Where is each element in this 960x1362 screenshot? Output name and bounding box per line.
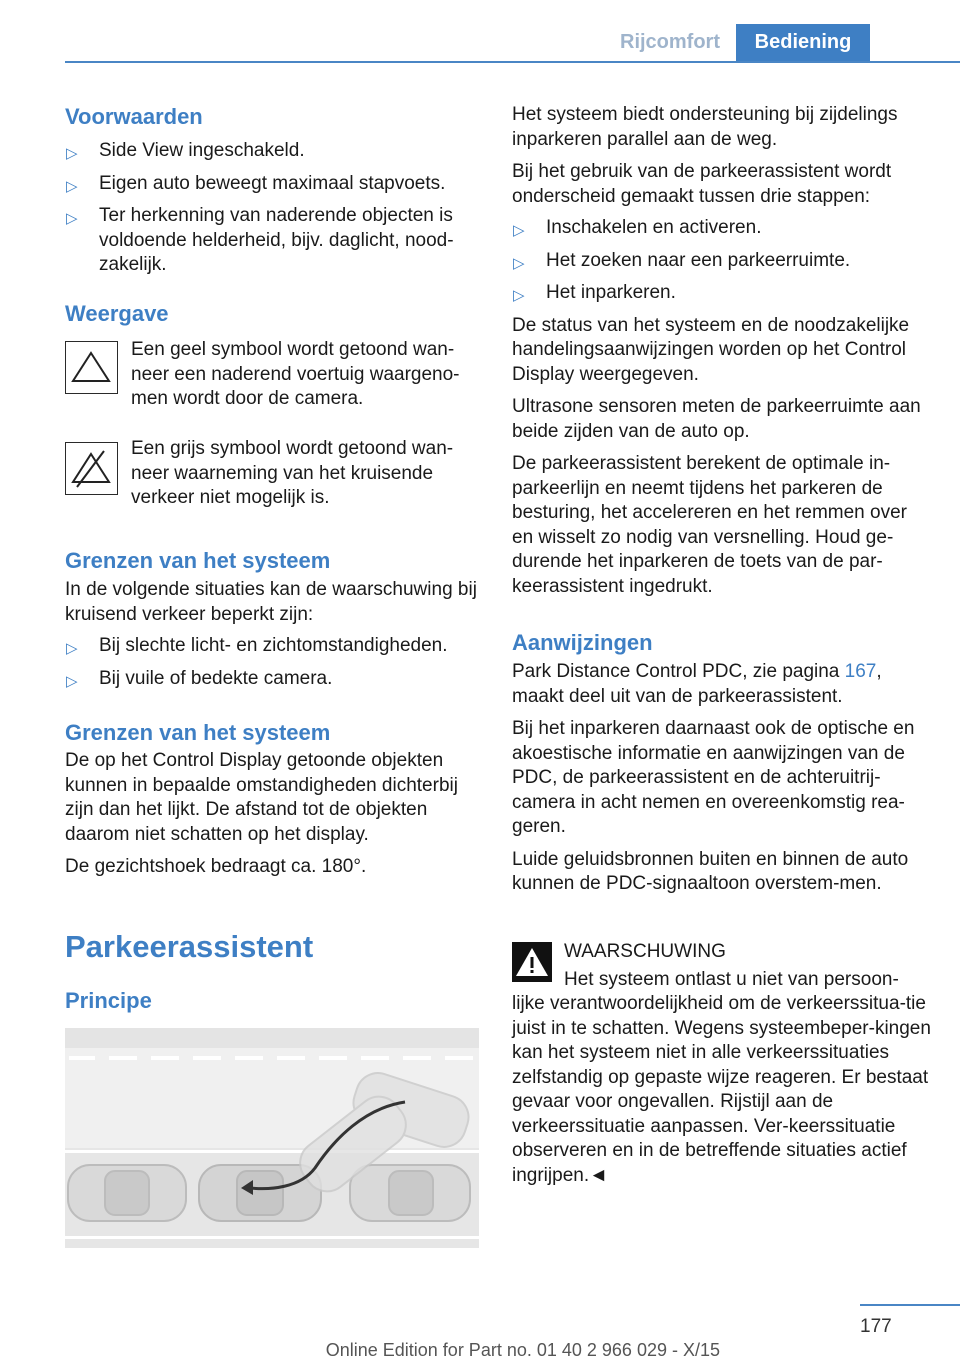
warning-triangle-crossed-icon bbox=[65, 442, 118, 495]
warning-block bbox=[512, 940, 932, 1188]
steps-intro: Bij het gebruik van de parkeerassistent wordt onderscheid gemaakt tussen drie stappen: bbox=[512, 161, 892, 207]
edition-text: Online Edition for Part no. 01 40 2 966 029 - X/15 bbox=[325, 1340, 720, 1360]
warning-text-first: Het systeem ontlast u niet van persoon- bbox=[564, 968, 899, 990]
intro-text: Het systeem biedt ondersteuning bij zijdelings inparkeren parallel aan de weg. bbox=[512, 104, 898, 150]
grenzen-text-1: In de volgende situaties kan de waarschuwing bij kruisend verkeer beperkt zijn: bbox=[65, 579, 477, 625]
warning-icon bbox=[512, 942, 552, 982]
calculation-text: De parkeerassistent berekent de optimale in-parkeerlijn en neemt tijdens het parkeren de besturing, het accelereren en het remmen over en wisselt zo nodig van versnelling. Houd ge-durende het inparkeren de toets van de par-keerassistent ingedrukt. bbox=[512, 453, 907, 597]
list-item: ▷ Bij vuile of bedekte camera. bbox=[65, 667, 483, 692]
warning-title: WAARSCHUWING bbox=[564, 941, 726, 962]
triangle-bullet-icon: ▷ bbox=[66, 672, 78, 690]
pdc-reference: Park Distance Control PDC, zie pagina 167, maakt deel uit van de parkeerassistent. bbox=[512, 661, 882, 707]
parkeerassistent-title: Parkeerassistent bbox=[65, 929, 314, 964]
symbol-description: Een geel symbool wordt getoond wan-neer een naderend voertuig waargeno-men wordt door de camera. bbox=[131, 339, 460, 409]
aanwijzingen-text-2: Bij het inparkeren daarnaast ook de optische en akoestische informatie en aanwijzingen van de PDC, de parkeerassistent en de achteruitrij-camera in acht nemen en overeenkomstig rea-geren. bbox=[512, 718, 915, 837]
footer-rule bbox=[860, 1304, 960, 1306]
warning-text: lijke verantwoordelijkheid om de verkeerssitua-tie juist in te schatten. Wegens systeembeper-kingen kan het systeem niet in alle verkeerssituaties zelfstandig op gepaste wijze reageren. Er bestaat gevaar voor ongevallen. Rijstijl aan de verkeerssituatie aanpassen. Ver-keerssituatie observeren en in de betreffende situaties actief ingrijpen.◄ bbox=[512, 993, 931, 1186]
parked-car-left bbox=[68, 1165, 186, 1221]
triangle-bullet-icon: ▷ bbox=[66, 640, 78, 657]
grenzen-heading-1: Grenzen van het systeem bbox=[65, 548, 331, 573]
aanwijzingen-heading: Aanwijzingen bbox=[512, 630, 653, 655]
grenzen-list bbox=[65, 634, 483, 691]
list-item: ▷ Het inparkeren. bbox=[512, 281, 932, 306]
page-number: 177 bbox=[860, 1316, 892, 1337]
voorwaarden-heading: Voorwaarden bbox=[65, 104, 203, 129]
symbol-row-yellow bbox=[65, 338, 483, 412]
grenzen-heading-2: Grenzen van het systeem bbox=[65, 720, 331, 745]
weergave-heading: Weergave bbox=[65, 301, 169, 326]
symbol-row-grey bbox=[65, 437, 483, 511]
list-item: ▷ Ter herkenning van naderende objecten is voldoende helderheid, bijv. daglicht, nood-zakelijk. bbox=[66, 205, 454, 275]
parking-diagram bbox=[65, 1028, 479, 1248]
page-link[interactable]: 167 bbox=[844, 661, 877, 682]
parking-illustration bbox=[65, 1028, 479, 1248]
triangle-bullet-icon: ▷ bbox=[513, 287, 525, 304]
header-rule bbox=[65, 61, 960, 63]
status-text: De status van het systeem en de noodzakelijke handelingsaanwijzingen worden op het Control Display weergegeven. bbox=[512, 314, 910, 385]
warning-triangle-icon bbox=[65, 341, 118, 394]
triangle-bullet-icon: ▷ bbox=[513, 254, 525, 272]
triangle-bullet-icon: ▷ bbox=[66, 177, 78, 195]
gezichtshoek-text: De gezichtshoek bedraagt ca. 180°. bbox=[65, 856, 367, 877]
principe-heading: Principe bbox=[65, 988, 152, 1013]
list-item: ▷ Eigen auto beweegt maximaal stapvoets. bbox=[65, 172, 483, 197]
list-item: ▷ Inschakelen en activeren. bbox=[512, 216, 932, 241]
parked-car-right bbox=[350, 1165, 470, 1221]
steps-list bbox=[512, 216, 932, 306]
triangle-bullet-icon: ▷ bbox=[513, 222, 525, 239]
list-item: ▷ Het zoeken naar een parkeerruimte. bbox=[512, 249, 932, 274]
triangle-bullet-icon: ▷ bbox=[66, 145, 78, 162]
voorwaarden-list bbox=[65, 139, 483, 278]
symbol-description: Een grijs symbool wordt getoond wan-neer waarneming van het kruisende verkeer niet mogelijk is. bbox=[131, 438, 454, 508]
sensors-text: Ultrasone sensoren meten de parkeerruimte aan beide zijden van de auto op. bbox=[512, 396, 921, 442]
list-item: ▷ Side View ingeschakeld. bbox=[65, 139, 483, 164]
list-item: ▷ Bij slechte licht- en zichtomstandigheden. bbox=[65, 634, 483, 659]
header-active-tab[interactable]: Bediening bbox=[736, 24, 870, 61]
aanwijzingen-text-3: Luide geluidsbronnen buiten en binnen de auto kunnen de PDC-signaaltoon overstem-men. bbox=[512, 848, 909, 894]
grenzen-text-2: De op het Control Display getoonde objekten kunnen in bepaalde omstandigheden dichterbij zijn dan het lijkt. De afstand tot de objekten daarom niet schatten op het display. bbox=[65, 750, 458, 845]
header-section-tab[interactable]: Rijcomfort bbox=[620, 31, 720, 53]
triangle-bullet-icon: ▷ bbox=[66, 210, 78, 227]
